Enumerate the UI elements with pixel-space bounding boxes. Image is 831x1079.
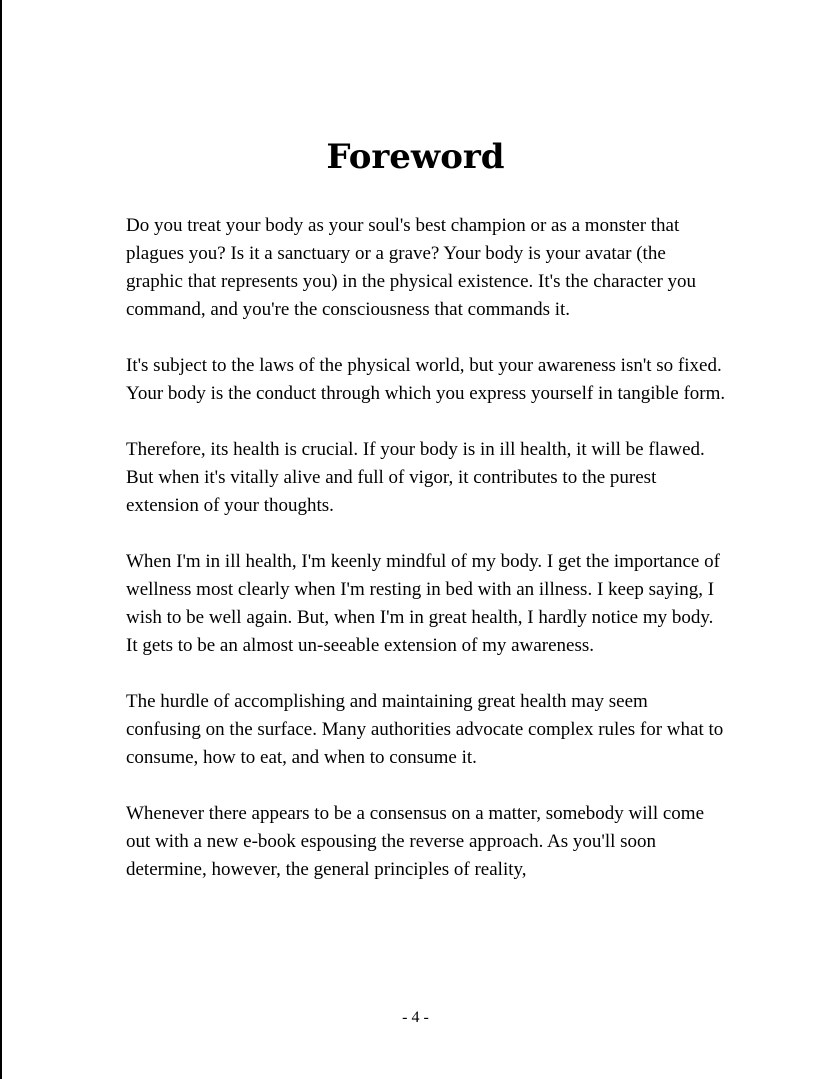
- paragraph: When I'm in ill health, I'm keenly mindful of my body. I get the importance of wellness most clearly when I'm resting in bed with an illness. I keep saying, I wish to be well again. But, when I'm in great health, I hardly notice my body. It gets to be an almost un-seeable extension of my awareness.: [126, 551, 720, 656]
- page-number: - 4 -: [402, 1009, 429, 1026]
- paragraph: It's subject to the laws of the physical world, but your awareness isn't so fixed. Your body is the conduct through which you express yourself in tangible form.: [126, 355, 726, 404]
- paragraph: Do you treat your body as your soul's best champion or as a monster that plagues you? Is it a sanctuary or a grave? Your body is your avatar (the graphic that represents you) in the physical existence. It's the character you command, and you're the consciousness that commands it.: [126, 215, 697, 320]
- paragraph: Therefore, its health is crucial. If your body is in ill health, it will be flawed. But when it's vitally alive and full of vigor, it contributes to the purest extension of your thoughts.: [126, 439, 705, 516]
- page-title: Foreword: [326, 137, 505, 177]
- paragraph: The hurdle of accomplishing and maintaining great health may seem confusing on the surface. Many authorities advocate complex rules for what to consume, how to eat, and when to consume it.: [126, 691, 724, 768]
- body-text: [126, 212, 726, 912]
- paragraph: Whenever there appears to be a consensus on a matter, somebody will come out with a new e-book espousing the reverse approach. As you'll soon determine, however, the general principles of reality,: [126, 803, 705, 880]
